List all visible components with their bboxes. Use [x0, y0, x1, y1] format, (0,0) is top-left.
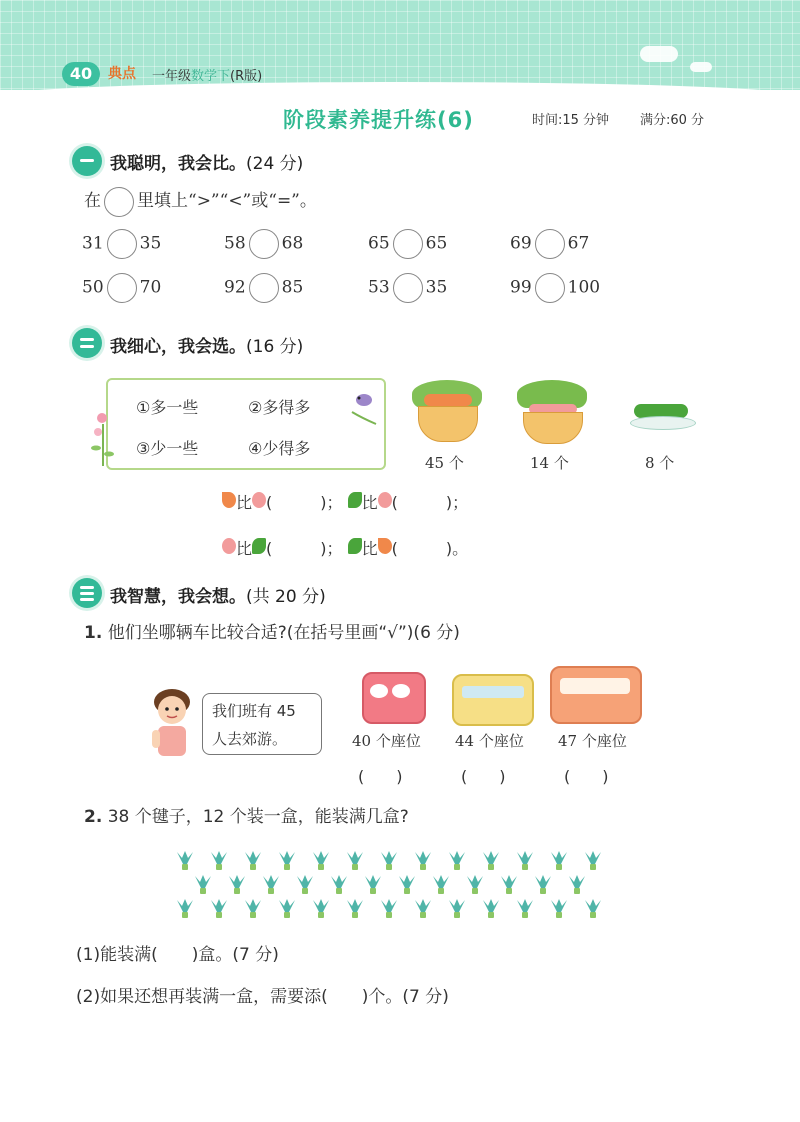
question-two: 2. 38 个毽子，12 个装一盒，能装满几盒?: [84, 807, 409, 827]
score-label: 满分:60 分: [640, 113, 705, 128]
answer-circle[interactable]: [249, 273, 279, 303]
answer-blank[interactable]: ( ): [391, 539, 453, 558]
radish-count: 14 个: [530, 454, 569, 472]
brand-logo: 典点: [108, 66, 136, 82]
answer-blank[interactable]: ( ): [266, 539, 327, 558]
answer-circle[interactable]: [393, 273, 423, 303]
subject-label: 一年级数学下(R版): [152, 69, 263, 84]
bus-icon: [550, 666, 642, 724]
section-one-heading: 我聪明，我会比。(24 分): [110, 154, 304, 174]
section-three-heading: 我智慧，我会想。(共 20 分): [110, 587, 326, 607]
shuttlecock-icon: [192, 874, 214, 896]
compare-item: 92 85: [224, 273, 303, 303]
shuttlecock-icon: [362, 874, 384, 896]
carrot-icon: [378, 538, 392, 554]
compare-item: 65 65: [368, 229, 447, 259]
compare-item: 53 35: [368, 273, 447, 303]
shuttlecock-icon: [310, 898, 332, 920]
compare-item: 58 68: [224, 229, 303, 259]
shuttlecock-icon: [480, 898, 502, 920]
shuttlecock-icon: [310, 850, 332, 872]
page-number: 40: [62, 62, 100, 86]
option-item: ②多得多: [248, 398, 311, 417]
answer-circle[interactable]: [107, 229, 137, 259]
shuttlecock-icon: [378, 898, 400, 920]
cloud-decoration: [640, 46, 678, 62]
shuttlecock-group: [170, 850, 630, 922]
shuttlecock-icon: [514, 850, 536, 872]
plate-icon: [630, 416, 696, 430]
bird-icon: [350, 382, 380, 426]
shuttlecock-icon: [498, 874, 520, 896]
question-two-part-one: (1)能装满( )盒。(7 分): [76, 945, 279, 965]
option-item: ①多一些: [136, 398, 199, 417]
shuttlecock-icon: [276, 850, 298, 872]
shuttlecock-icon: [532, 874, 554, 896]
shuttlecock-icon: [208, 850, 230, 872]
shuttlecock-icon: [566, 874, 588, 896]
flower-icon: [90, 404, 116, 466]
section-one-instruction: 在 里填上“>”“<”或“=”。: [84, 186, 317, 217]
bus-icon: [362, 672, 426, 724]
compare-item: 99 100: [510, 273, 600, 303]
shuttlecock-icon: [412, 850, 434, 872]
shuttlecock-icon: [396, 874, 418, 896]
section-two-heading: 我细心，我会选。(16 分): [110, 337, 304, 357]
speech-line: 人去郊游。: [212, 730, 288, 748]
shuttlecock-icon: [242, 898, 264, 920]
boy-icon: [146, 688, 202, 762]
shuttlecock-icon: [294, 874, 316, 896]
bus-seat-label: 47 个座位: [558, 732, 627, 750]
answer-blank[interactable]: ( ): [564, 767, 609, 786]
shuttlecock-icon: [582, 850, 604, 872]
shuttlecock-icon: [412, 898, 434, 920]
carrots-icon: [424, 394, 472, 406]
compare-item: 50 70: [82, 273, 161, 303]
bus-icon: [452, 674, 534, 726]
bus-seat-label: 44 个座位: [455, 732, 524, 750]
section-two-badge-icon: [72, 328, 102, 358]
radish-icon: [378, 492, 392, 508]
shuttlecock-icon: [548, 898, 570, 920]
shuttlecock-icon: [446, 850, 468, 872]
compare-row: 比 ( )； 比 ( )；: [222, 490, 468, 513]
pepper-count: 8 个: [645, 454, 675, 472]
compare-item: 69 67: [510, 229, 589, 259]
shuttlecock-icon: [208, 898, 230, 920]
shuttlecock-icon: [276, 898, 298, 920]
question-two-part-two: (2)如果还想再装满一盒，需要添( )个。(7 分): [76, 987, 449, 1007]
shuttlecock-icon: [344, 850, 366, 872]
radish-icon: [252, 492, 266, 508]
answer-circle[interactable]: [107, 273, 137, 303]
shuttlecock-icon: [242, 850, 264, 872]
carrot-pot-icon: [418, 406, 478, 442]
answer-circle[interactable]: [393, 229, 423, 259]
question-one: 1. 他们坐哪辆车比较合适?(在括号里画“√”)(6 分): [84, 623, 460, 643]
shuttlecock-icon: [328, 874, 350, 896]
option-item: ④少得多: [248, 439, 311, 458]
shuttlecock-icon: [260, 874, 282, 896]
shuttlecock-icon: [378, 850, 400, 872]
shuttlecock-icon: [174, 850, 196, 872]
pepper-icon: [348, 492, 362, 508]
answer-blank[interactable]: ( ): [461, 767, 506, 786]
speech-line: 我们班有 45: [212, 702, 296, 720]
shuttlecock-icon: [480, 850, 502, 872]
shuttlecock-icon: [464, 874, 486, 896]
section-three-badge-icon: [72, 578, 102, 608]
page-title: 阶段素养提升练(6): [283, 108, 474, 132]
pepper-icon: [348, 538, 362, 554]
cloud-decoration: [690, 62, 712, 72]
compare-row: 比 ( )； 比 ( )。: [222, 536, 468, 559]
shuttlecock-icon: [582, 898, 604, 920]
shuttlecock-icon: [548, 850, 570, 872]
carrot-count: 45 个: [425, 454, 464, 472]
shuttlecock-icon: [514, 898, 536, 920]
answer-blank[interactable]: ( ): [391, 493, 453, 512]
section-one-badge-icon: [72, 146, 102, 176]
shuttlecock-icon: [226, 874, 248, 896]
option-item: ③少一些: [136, 439, 199, 458]
compare-item: 31 35: [82, 229, 161, 259]
shuttlecock-icon: [430, 874, 452, 896]
radish-pot-icon: [523, 412, 583, 444]
answer-circle[interactable]: [535, 229, 565, 259]
time-label: 时间:15 分钟: [532, 113, 610, 128]
bus-seat-label: 40 个座位: [352, 732, 421, 750]
shuttlecock-icon: [174, 898, 196, 920]
radish-icon: [222, 538, 236, 554]
carrot-icon: [222, 492, 236, 508]
answer-circle[interactable]: [249, 229, 279, 259]
pepper-icon: [252, 538, 266, 554]
shuttlecock-icon: [446, 898, 468, 920]
answer-blank[interactable]: ( ): [266, 493, 327, 512]
answer-circle[interactable]: [535, 273, 565, 303]
answer-circle: [104, 187, 134, 217]
answer-blank[interactable]: ( ): [358, 767, 403, 786]
shuttlecock-icon: [344, 898, 366, 920]
